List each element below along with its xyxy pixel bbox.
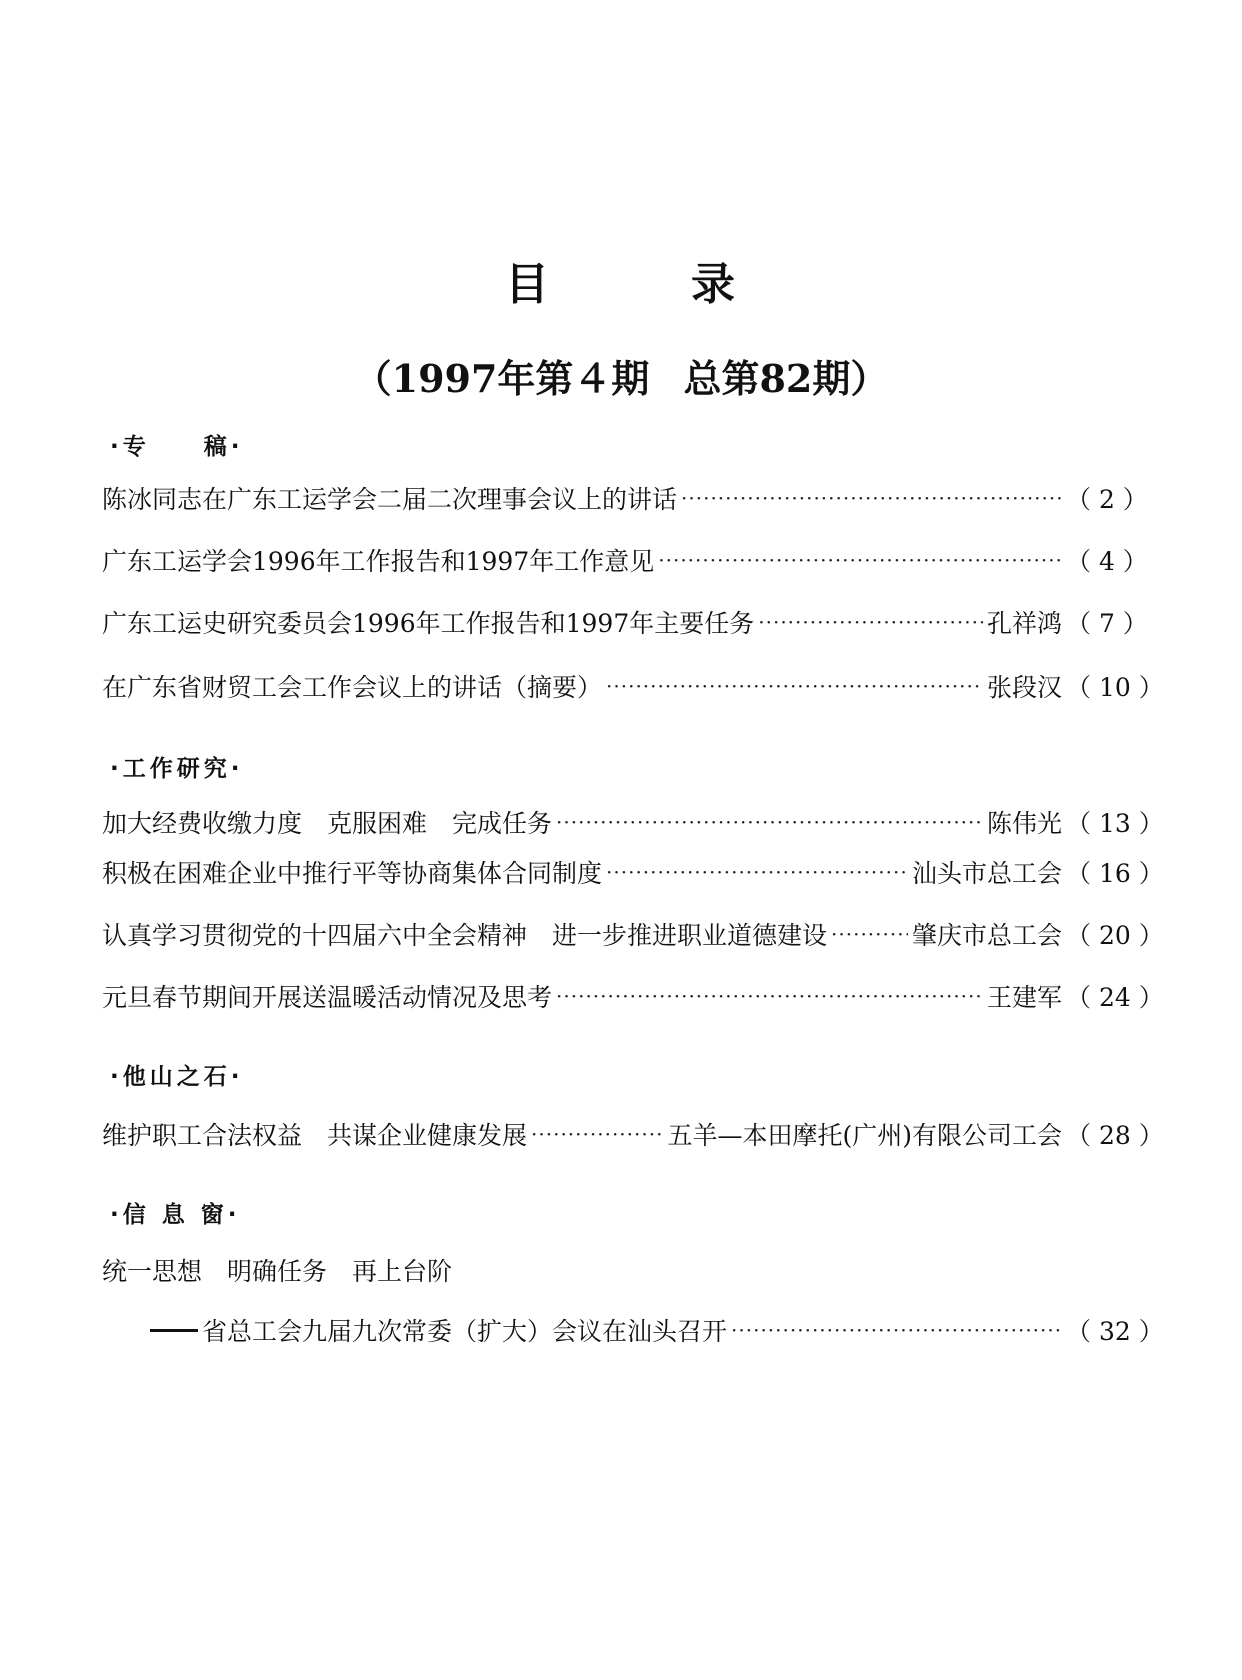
entry-title: 陈冰同志在广东工运学会二届二次理事会议上的讲话 xyxy=(102,485,678,514)
entry-author: 肇庆市总工会 xyxy=(911,921,1062,950)
entry-headline: 统一思想 明确任务 再上台阶 xyxy=(102,1257,453,1286)
toc-entry[interactable] xyxy=(102,916,1164,952)
dot-leader xyxy=(731,1316,1062,1344)
entry-author: 张段汉 xyxy=(986,673,1062,702)
section-heading: ·信 息 窗· xyxy=(110,1202,241,1228)
toc-entry[interactable] xyxy=(150,1312,1164,1348)
toc-entry[interactable] xyxy=(102,804,1164,840)
toc-entry[interactable] xyxy=(102,854,1164,890)
section-heading: ·工作研究· xyxy=(110,756,244,782)
entry-title: 广东工运史研究委员会1996年工作报告和1997年主要任务 xyxy=(102,609,755,638)
issue-number: （1997年第４期 xyxy=(353,356,650,401)
dot-leader xyxy=(556,808,983,836)
entry-title: 省总工会九届九次常委（扩大）会议在汕头召开 xyxy=(202,1317,728,1346)
dot-leader xyxy=(531,1120,663,1148)
entry-title: 维护职工合法权益 共谋企业健康发展 xyxy=(102,1121,528,1150)
entry-author: 陈伟光 xyxy=(986,809,1062,838)
entry-page: （ 7 ） xyxy=(1066,609,1148,638)
entry-page: （ 10 ） xyxy=(1066,673,1164,702)
toc-entry[interactable] xyxy=(102,480,1148,516)
toc-entry[interactable] xyxy=(102,1116,1164,1152)
toc-entry[interactable] xyxy=(102,978,1164,1014)
entry-page: （ 24 ） xyxy=(1066,983,1164,1012)
entry-title: 积极在困难企业中推行平等协商集体合同制度 xyxy=(102,859,603,888)
title-left-char: 目 xyxy=(505,259,551,310)
title-right-char: 录 xyxy=(691,259,737,310)
issue-total: 总第82期） xyxy=(683,356,889,401)
entry-author: 五羊—本田摩托(广州)有限公司工会 xyxy=(667,1121,1062,1150)
dot-leader xyxy=(831,920,908,948)
issue-line xyxy=(0,348,1242,403)
dot-leader xyxy=(556,982,983,1010)
dot-leader xyxy=(606,672,983,700)
entry-title: 加大经费收缴力度 克服困难 完成任务 xyxy=(102,809,553,838)
entry-title: 广东工运学会1996年工作报告和1997年工作意见 xyxy=(102,547,655,576)
toc-entry[interactable] xyxy=(102,542,1148,578)
toc-entry[interactable] xyxy=(102,604,1148,640)
entry-author: 汕头市总工会 xyxy=(911,859,1062,888)
entry-page: （ 4 ） xyxy=(1066,547,1148,576)
dot-leader xyxy=(758,608,983,636)
entry-page: （ 2 ） xyxy=(1066,485,1148,514)
entry-page: （ 32 ） xyxy=(1066,1317,1164,1346)
entry-page: （ 20 ） xyxy=(1066,921,1164,950)
toc-entry[interactable] xyxy=(102,668,1164,704)
entry-title: 在广东省财贸工会工作会议上的讲话（摘要） xyxy=(102,673,603,702)
dot-leader xyxy=(606,858,908,886)
entry-page: （ 13 ） xyxy=(1066,809,1164,838)
entry-author: 王建军 xyxy=(986,983,1062,1012)
contents-title xyxy=(0,248,1242,312)
entry-page: （ 28 ） xyxy=(1066,1121,1164,1150)
dot-leader xyxy=(658,546,1062,574)
entry-title: 认真学习贯彻党的十四届六中全会精神 进一步推进职业道德建设 xyxy=(102,921,828,950)
entry-author: 孔祥鸿 xyxy=(986,609,1062,638)
em-dash xyxy=(150,1329,198,1332)
dot-leader xyxy=(681,484,1062,512)
entry-title: 元旦春节期间开展送温暖活动情况及思考 xyxy=(102,983,553,1012)
entry-page: （ 16 ） xyxy=(1066,859,1164,888)
section-heading: ·专 稿· xyxy=(110,434,244,460)
section-heading: ·他山之石· xyxy=(110,1064,244,1090)
